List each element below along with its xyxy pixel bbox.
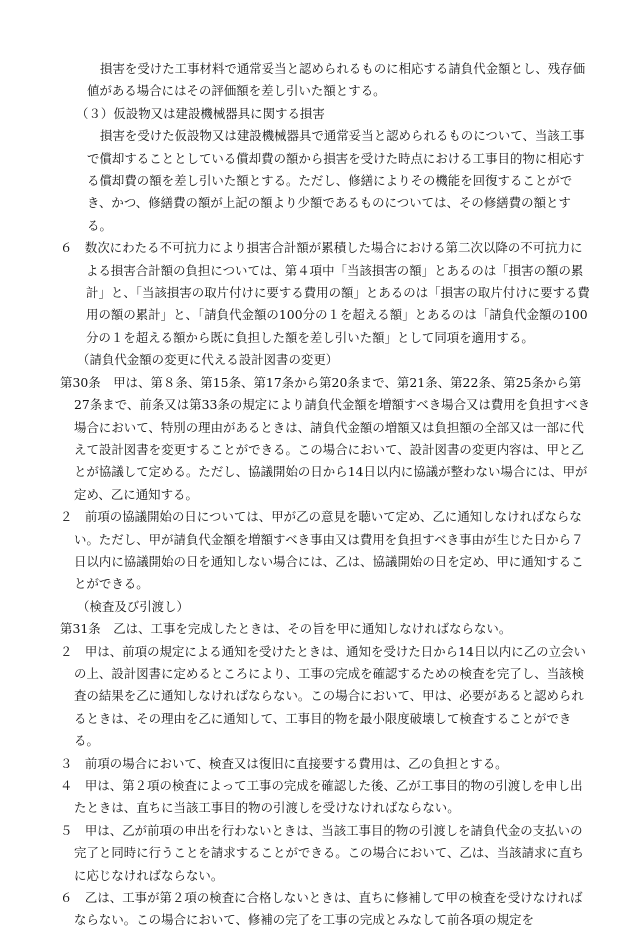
damage-materials-paragraph: 損害を受けた工事材料で通常妥当と認められるものに相応する請負代金額とし、残存価値がある場合にはその評価額を差し引いた額とする。 [87,61,586,99]
article-30-caption: （請負代金額の変更に代える設計図書の変更） [77,352,339,368]
item-3-heading: （３）仮設物又は建設機械器具に関する損害 [76,105,325,121]
article-31-paragraph-1: 第31条 乙は、工事を完成したときは、その旨を甲に通知しなければならない。 [60,621,512,637]
article-31-paragraph-4: ４ 甲は、第２項の検査によって工事の完成を確認した後、乙が工事目的物の引渡しを申し出たときは、直ちに当該工事目的物の引渡しを受けなければならない。 [60,778,583,816]
article-31-paragraph-5: ５ 甲は、乙が前項の申出を行わないときは、当該工事目的物の引渡しを請負代金の支払いの完了と同時に行うことを請求することができる。この場合において、乙は、当該請求に直ちに応じなければならない。 [60,822,584,883]
article-30-paragraph-1: 第30条 甲は、第８条、第15条、第17条から第20条まで、第21条、第22条、第25条から第27条まで、前条又は第33条の規定により請負代金額を増額すべき場合又は費用を負担すべき場合において、特別の理由があるときは、請負代金額の増額又は負担額の全部又は一部に代えて設計図書を変更することができる。この場合において、設計図書の変更内容は、甲と乙とが協議して定める。ただし、協議開始の日から14日以内に協議が整わない場合には、甲が定め、乙に通知する。 [60,374,591,502]
paragraph-6: ６ 数次にわたる不可抗力により損害合計額が累積した場合における第二次以降の不可抗力による損害合計額の負担については、第４項中「当該損害の額」とあるのは「損害の額の累計」と、「当該損害の取片付けに要する費用の額」とあるのは「損害の取片付けに要する費用の額の累計」と、「請負代金額の100分の１を超える額」とあるのは「請負代金額の100分の１を超える額から既に負担した額を差し引いた額」として同項を適用する。 [60,240,590,345]
article-30-paragraph-2: ２ 前項の協議開始の日については、甲が乙の意見を聴いて定め、乙に通知しなければならない。ただし、甲が請負代金額を増額すべき事由又は費用を負担すべき事由が生じた日から７日以内に協議開始の日を通知しない場合には、乙は、協議開始の日を定め、甲に通知することができる。 [60,509,584,592]
article-31-paragraph-6: ６ 乙は、工事が第２項の検査に合格しないときは、直ちに修補して甲の検査を受けなければならない。この場合において、修補の完了を工事の完成とみなして前各項の規定を [60,890,583,928]
article-31-caption: （検査及び引渡し） [77,598,189,614]
article-31-paragraph-2: ２ 甲は、前項の規定による通知を受けたときは、通知を受けた日から14日以内に乙の立会いの上、設計図書に定めるところにより、工事の完成を確認するための検査を完了し、当該検査の結果を乙に通知しなければならない。この場合において、甲は、必要があると認められるときは、その理由を乙に通知して、工事目的物を最小限度破壊して検査することができる。 [60,643,586,749]
item-3-body: 損害を受けた仮設物又は建設機械器具で通常妥当と認められるものについて、当該工事で償却することとしている償却費の額から損害を受けた時点における工事目的物に相応する償却費の額を差し引いた額とする。ただし、修繕によりその機能を回復することができ、かつ、修繕費の額が上記の額より少額であるものについては、その修繕費の額とする。 [87,128,585,233]
article-31-paragraph-3: ３ 前項の場合において、検査又は復旧に直接要する費用は、乙の負担とする。 [60,755,508,771]
